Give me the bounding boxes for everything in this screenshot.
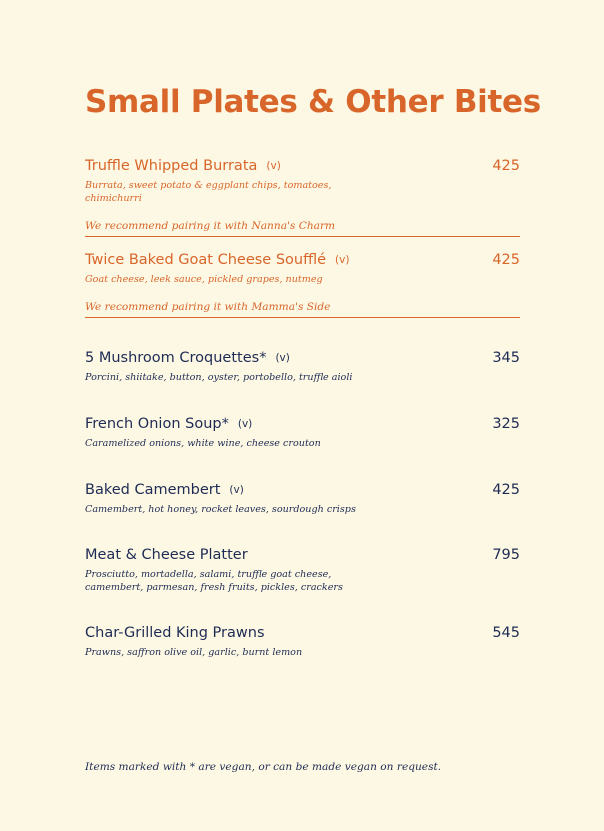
item-header	[85, 155, 520, 177]
item-name: Baked Camembert	[85, 482, 221, 498]
item-description: Prosciutto, mortadella, salami, truffle goat cheese, camembert, parmesan, fresh fruits, pickles, crackers	[85, 569, 343, 593]
item-description: Goat cheese, leek sauce, pickled grapes, nutmeg	[85, 274, 323, 285]
item-price: 345	[492, 350, 520, 366]
menu-item	[85, 347, 520, 384]
vegetarian-marker: (v)	[229, 484, 244, 496]
vegetarian-marker: (v)	[266, 160, 281, 172]
vegan-footnote: Items marked with * are vegan, or can be made vegan on request.	[85, 761, 442, 773]
menu-item	[85, 413, 520, 450]
vegetarian-marker: (v)	[275, 352, 290, 364]
item-header	[85, 544, 520, 566]
featured-item	[85, 249, 520, 318]
item-description: Caramelized onions, white wine, cheese crouton	[85, 438, 321, 449]
item-name: Meat & Cheese Platter	[85, 547, 248, 563]
item-price: 425	[492, 252, 520, 268]
item-name: Char-Grilled King Prawns	[85, 625, 265, 641]
item-header	[85, 413, 520, 435]
item-name: Truffle Whipped Burrata	[85, 158, 258, 174]
item-description: Porcini, shiitake, button, oyster, portobello, truffle aioli	[85, 372, 353, 383]
item-description: Prawns, saffron olive oil, garlic, burnt lemon	[85, 647, 303, 658]
item-description: Camembert, hot honey, rocket leaves, sourdough crisps	[85, 504, 356, 515]
vegetarian-marker: (v)	[335, 254, 350, 266]
pairing-recommendation: We recommend pairing it with Mamma's Side	[85, 300, 520, 318]
item-header	[85, 479, 520, 501]
menu-item	[85, 479, 520, 516]
item-description: Burrata, sweet potato & eggplant chips, tomatoes, chimichurri	[85, 180, 332, 204]
vegetarian-marker: (v)	[237, 418, 253, 430]
featured-item	[85, 155, 520, 237]
item-header	[85, 249, 520, 271]
menu-item	[85, 622, 520, 659]
item-price: 425	[492, 482, 520, 498]
item-header	[85, 347, 520, 369]
pairing-recommendation: We recommend pairing it with Nanna's Charm	[85, 219, 520, 237]
item-price: 325	[492, 416, 520, 432]
item-name: 5 Mushroom Croquettes*	[85, 350, 267, 366]
item-price: 795	[492, 547, 520, 563]
item-name: French Onion Soup*	[85, 416, 229, 432]
item-price: 425	[492, 158, 520, 174]
item-price: 545	[492, 625, 520, 641]
menu-item	[85, 544, 520, 594]
page-title: Small Plates & Other Bites	[85, 84, 541, 120]
item-name: Twice Baked Goat Cheese Soufflé	[85, 252, 327, 268]
item-header	[85, 622, 520, 644]
